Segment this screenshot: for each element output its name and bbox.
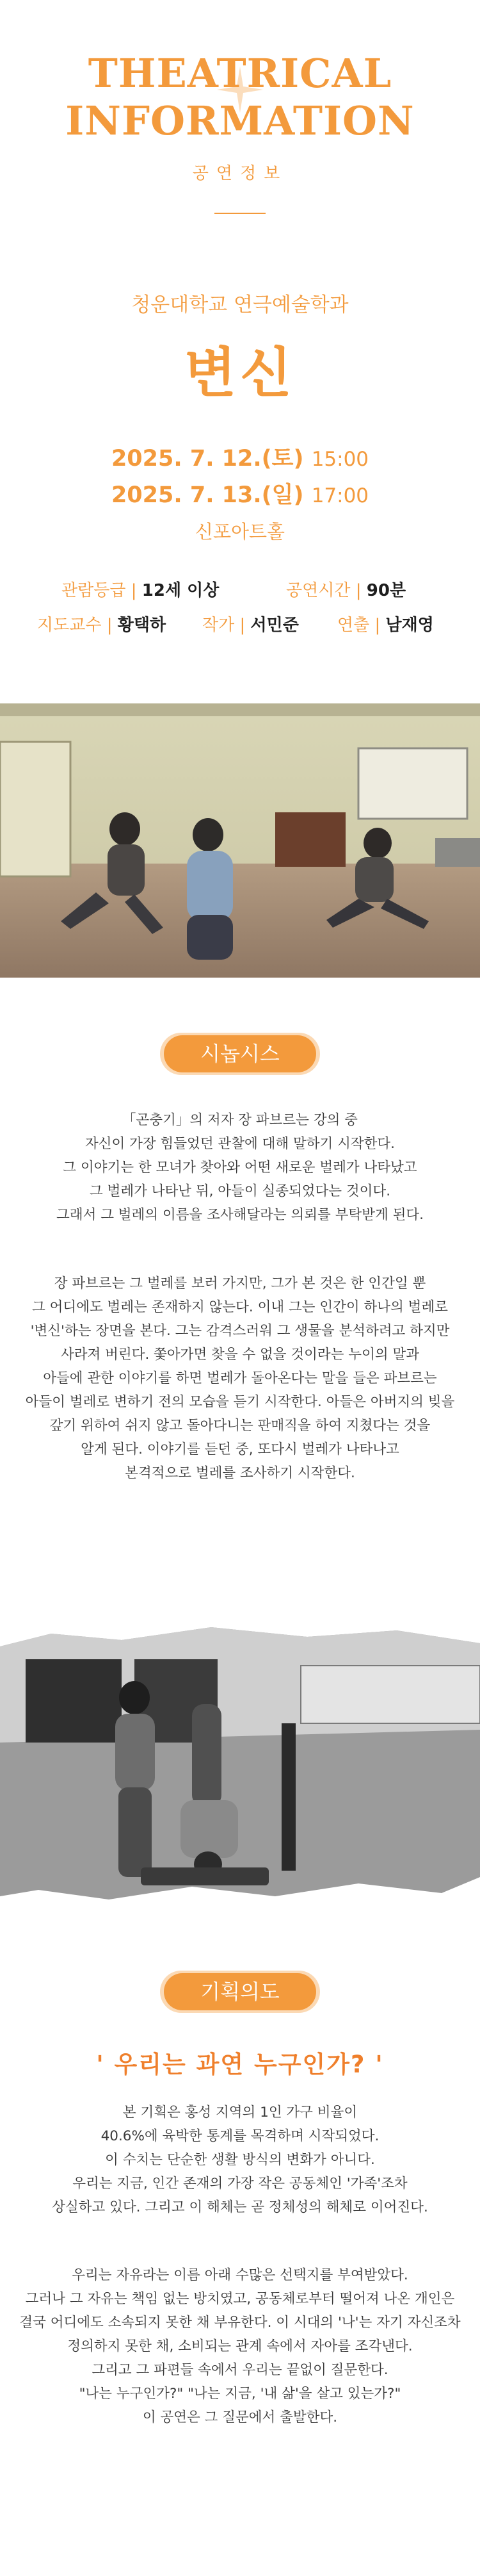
header-title: [0, 50, 480, 145]
date-text: 2025. 7. 13.(일): [111, 482, 304, 508]
synopsis-line: 아들에 관한 이야기를 하면 벌레가 돌아온다는 말을 들은 파브르는: [43, 1370, 437, 1386]
intent-line: 상실하고 있다. 그리고 이 해체는 곧 정체성의 해체로 이어진다.: [52, 2199, 428, 2215]
venue: 신포아트홀: [195, 521, 285, 543]
synopsis-paragraph-1: [0, 1108, 480, 1227]
rating-info: [61, 578, 219, 603]
intent-quote: ' 우리는 과연 누구인가? ': [96, 2051, 384, 2078]
intent-line: 이 수치는 단순한 생활 방식의 변화가 아니다.: [105, 2152, 375, 2168]
synopsis-line: 장 파브르는 그 벌레를 보러 가지만, 그가 본 것은 한 인간일 뿐: [54, 1276, 426, 1292]
synopsis-line: 갚기 위하여 쉬지 않고 돌아다니는 판매직을 하여 지쳤다는 것을: [49, 1418, 431, 1434]
time-text: 15:00: [311, 448, 369, 471]
intent-line: 정의하지 못한 채, 소비되는 관계 속에서 자아를 조각낸다.: [67, 2338, 413, 2354]
intent-line: "나는 누구인가?" "나는 지금, '내 삶'을 살고 있는가?": [79, 2386, 401, 2402]
performance-dates: [0, 441, 480, 514]
advisor-label: 지도교수 |: [37, 616, 113, 635]
synopsis-paragraph-2: [0, 1272, 480, 1485]
intent-paragraph-1: [0, 2101, 480, 2219]
intent-line: 40.6%에 육박한 통계를 목격하며 시작되었다.: [100, 2128, 380, 2144]
intent-line: 우리는 지금, 인간 존재의 가장 작은 공동체인 '가족'조차: [72, 2176, 408, 2192]
advisor-value: 황택하: [117, 616, 166, 635]
runtime-value: 90분: [366, 581, 406, 600]
rating-label: 관람등급 |: [61, 581, 137, 600]
header-divider: [214, 213, 266, 214]
director-value: 남재영: [385, 616, 434, 635]
rehearsal-photo-grayscale: [0, 1621, 480, 1903]
time-text: 17:00: [311, 484, 369, 507]
synopsis-line: 그 벌레가 나타난 뒤, 아들이 실종되었다는 것이다.: [89, 1183, 391, 1199]
synopsis-line: 자신이 가장 힘들었던 관찰에 대해 말하기 시작한다.: [85, 1136, 395, 1152]
intent-line: 우리는 자유라는 이름 아래 수많은 선택지를 부여받았다.: [72, 2267, 408, 2283]
writer-value: 서민준: [250, 616, 299, 635]
director-info: [337, 612, 434, 638]
rating-value: 12세 이상: [141, 581, 220, 600]
intent-line: 이 공연은 그 질문에서 출발한다.: [142, 2409, 338, 2425]
synopsis-line: 사라져 버린다. 쫓아가면 찾을 수 없을 것이라는 누이의 말과: [61, 1347, 419, 1363]
synopsis-line: 알게 된다. 이야기를 듣던 중, 또다시 벌레가 나타나고: [81, 1441, 399, 1457]
date-row: [0, 477, 480, 514]
rehearsal-photo: [0, 703, 480, 978]
date-row: [0, 441, 480, 477]
header-subtitle: 공연정보: [192, 164, 288, 183]
writer-info: [202, 612, 299, 638]
writer-label: 작가 |: [202, 616, 246, 635]
intent-line: 그러나 그 자유는 책임 없는 방치였고, 공동체로부터 떨어져 나온 개인은: [25, 2291, 455, 2307]
advisor-info: [37, 612, 166, 638]
director-label: 연출 |: [337, 616, 381, 635]
header-title-line2: INFORMATION: [65, 97, 415, 144]
synopsis-line: 그 어디에도 벌레는 존재하지 않는다. 이내 그는 인간이 하나의 벌레로: [32, 1299, 448, 1315]
synopsis-line: 그 이야기는 한 모녀가 찾아와 어떤 새로운 벌레가 나타났고: [63, 1160, 417, 1176]
intent-label: 기획의도: [164, 1973, 316, 2010]
intent-line: 그리고 그 파편들 속에서 우리는 끝없이 질문한다.: [92, 2362, 388, 2378]
synopsis-line: '변신'하는 장면을 본다. 그는 감격스러워 그 생물을 분석하려고 하지만: [30, 1323, 450, 1339]
runtime-info: [286, 578, 406, 603]
intent-line: 본 기획은 홍성 지역의 1인 가구 비율이: [122, 2104, 358, 2121]
synopsis-line: 본격적으로 벌레를 조사하기 시작한다.: [125, 1465, 355, 1481]
department-name: 청운대학교 연극예술학과: [131, 293, 349, 316]
runtime-label: 공연시간 |: [286, 581, 362, 600]
synopsis-label: 시놉시스: [164, 1035, 316, 1072]
intent-paragraph-2: [0, 2263, 480, 2429]
synopsis-line: 아들이 벌레로 변하기 전의 모습을 듣기 시작한다. 아들은 아버지의 빚을: [25, 1394, 455, 1410]
synopsis-line: 그래서 그 벌레의 이름을 조사해달라는 의뢰를 부탁받게 된다.: [56, 1207, 424, 1223]
intent-line: 결국 어디에도 소속되지 못한 채 부유한다. 이 시대의 '나'는 자기 자신조차: [19, 2315, 461, 2331]
date-text: 2025. 7. 12.(토): [111, 446, 304, 472]
synopsis-line: 「곤충기」의 저자 장 파브르는 강의 중: [122, 1112, 358, 1128]
production-title: 변신: [184, 341, 296, 404]
header-title-line1: THEATRICAL: [88, 50, 392, 97]
